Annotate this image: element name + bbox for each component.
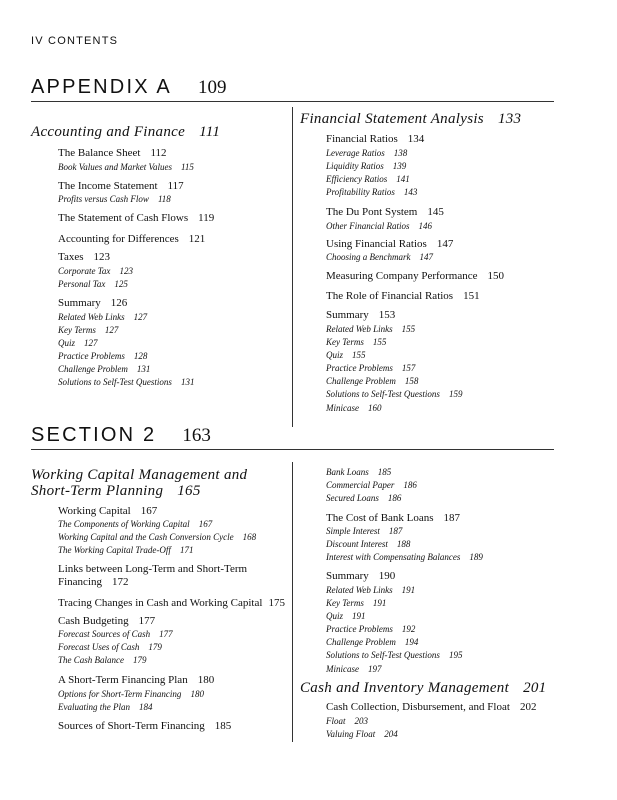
toc-subentry[interactable]: The Components of Working Capital 167 (58, 519, 213, 529)
toc-subentry[interactable]: Related Web Links 127 (58, 312, 148, 322)
section-rule (31, 101, 554, 102)
toc-subentry[interactable]: Challenge Problem 131 (58, 364, 151, 374)
section-page: 163 (182, 425, 211, 446)
toc-subentry[interactable]: Profits versus Cash Flow 118 (58, 194, 171, 204)
chapter-cash-and-inventory-management[interactable]: Cash and Inventory Management 201 (300, 680, 547, 696)
toc-subentry[interactable]: Key Terms 191 (326, 598, 387, 608)
toc-subentry[interactable]: Practice Problems 128 (58, 351, 148, 361)
toc-subentry[interactable]: Book Values and Market Values 115 (58, 162, 194, 172)
toc-subentry[interactable]: Key Terms 127 (58, 325, 119, 335)
toc-subentry[interactable]: Related Web Links 191 (326, 585, 416, 595)
toc-subentry[interactable]: Evaluating the Plan 184 (58, 702, 153, 712)
toc-subentry[interactable]: Solutions to Self-Test Questions 159 (326, 389, 463, 399)
toc-subentry[interactable]: Bank Loans 185 (326, 467, 392, 477)
section-rule (31, 449, 554, 450)
toc-entry[interactable]: Summary 126 (58, 297, 128, 309)
toc-entry[interactable]: The Role of Financial Ratios 151 (326, 290, 480, 302)
section-label: SECTION 2 (31, 424, 157, 446)
toc-entry[interactable]: Working Capital 167 (58, 505, 158, 517)
toc-subentry[interactable]: Working Capital and the Cash Conversion Cycle 168 (58, 532, 257, 542)
toc-subentry[interactable]: Simple Interest 187 (326, 526, 403, 536)
toc-subentry[interactable]: Liquidity Ratios 139 (326, 161, 407, 171)
toc-subentry[interactable]: Interest with Compensating Balances 189 (326, 552, 483, 562)
toc-subentry[interactable]: Minicase 160 (326, 403, 382, 413)
toc-subentry[interactable]: Key Terms 155 (326, 337, 387, 347)
toc-entry[interactable]: A Short-Term Financing Plan 180 (58, 674, 215, 686)
toc-subentry[interactable]: Float 203 (326, 716, 368, 726)
toc-subentry[interactable]: Challenge Problem 158 (326, 376, 419, 386)
toc-subentry[interactable]: Secured Loans 186 (326, 493, 402, 503)
toc-entry[interactable]: Cash Budgeting 177 (58, 615, 156, 627)
toc-subentry[interactable]: Options for Short-Term Financing 180 (58, 689, 204, 699)
toc-subentry[interactable]: Solutions to Self-Test Questions 195 (326, 650, 463, 660)
toc-subentry[interactable]: Practice Problems 192 (326, 624, 416, 634)
toc-subentry[interactable]: Minicase 197 (326, 664, 382, 674)
toc-subentry[interactable]: Challenge Problem 194 (326, 637, 419, 647)
toc-subentry[interactable]: Forecast Sources of Cash 177 (58, 629, 173, 639)
toc-subentry[interactable]: The Working Capital Trade-Off 171 (58, 545, 194, 555)
toc-entry[interactable]: Sources of Short-Term Financing 185 (58, 720, 232, 732)
chapter-working-capital-management[interactable]: Working Capital Management and Short-Term Planning 165 (31, 467, 248, 499)
section-header-section-2 (31, 424, 211, 447)
toc-subentry[interactable]: Quiz 127 (58, 338, 98, 348)
section-label: APPENDIX A (31, 76, 172, 98)
toc-subentry[interactable]: Solutions to Self-Test Questions 131 (58, 377, 195, 387)
toc-subentry[interactable]: Valuing Float 204 (326, 729, 398, 739)
toc-subentry[interactable]: Leverage Ratios 138 (326, 148, 408, 158)
toc-entry[interactable]: Cash Collection, Disbursement, and Float 202 (326, 701, 537, 713)
toc-subentry[interactable]: Quiz 191 (326, 611, 366, 621)
toc-subentry[interactable]: Discount Interest 188 (326, 539, 411, 549)
toc-subentry[interactable]: Corporate Tax 123 (58, 266, 133, 276)
toc-subentry[interactable]: Quiz 155 (326, 350, 366, 360)
toc-entry[interactable]: The Du Pont System 145 (326, 206, 444, 218)
chapter-financial-statement-analysis[interactable]: Financial Statement Analysis 133 (300, 111, 522, 127)
toc-entry[interactable]: The Balance Sheet 112 (58, 147, 167, 159)
toc-entry[interactable]: Tracing Changes in Cash and Working Capital 175 (58, 597, 285, 609)
toc-subentry[interactable]: Practice Problems 157 (326, 363, 416, 373)
chapter-accounting-and-finance[interactable]: Accounting and Finance 111 (31, 124, 221, 140)
column-divider (292, 462, 293, 742)
toc-subentry[interactable]: Other Financial Ratios 146 (326, 221, 432, 231)
toc-subentry[interactable]: Forecast Uses of Cash 179 (58, 642, 162, 652)
toc-entry[interactable]: Financial Ratios 134 (326, 133, 425, 145)
toc-entry[interactable]: Summary 153 (326, 309, 396, 321)
toc-entry[interactable]: The Cost of Bank Loans 187 (326, 512, 461, 524)
toc-subentry[interactable]: Related Web Links 155 (326, 324, 416, 334)
toc-subentry[interactable]: Profitability Ratios 143 (326, 187, 418, 197)
toc-entry[interactable]: Summary 190 (326, 570, 396, 582)
toc-subentry[interactable]: Commercial Paper 186 (326, 480, 417, 490)
column-divider (292, 107, 293, 427)
toc-entry[interactable]: Accounting for Differences 121 (58, 233, 206, 245)
toc-entry[interactable]: Measuring Company Performance 150 (326, 270, 505, 282)
toc-subentry[interactable]: Choosing a Benchmark 147 (326, 252, 433, 262)
toc-subentry[interactable]: Personal Tax 125 (58, 279, 128, 289)
toc-entry[interactable]: Using Financial Ratios 147 (326, 238, 454, 250)
toc-entry[interactable]: Links between Long-Term and Short-Term Financing 172 (58, 563, 248, 588)
toc-subentry[interactable]: Efficiency Ratios 141 (326, 174, 410, 184)
running-head: IV CONTENTS (31, 35, 119, 47)
section-page: 109 (197, 77, 227, 98)
section-header-appendix-a (31, 76, 226, 99)
toc-entry[interactable]: The Income Statement 117 (58, 180, 184, 192)
toc-entry[interactable]: Taxes 123 (58, 251, 110, 263)
toc-subentry[interactable]: The Cash Balance 179 (58, 655, 147, 665)
toc-entry[interactable]: The Statement of Cash Flows 119 (58, 212, 215, 224)
